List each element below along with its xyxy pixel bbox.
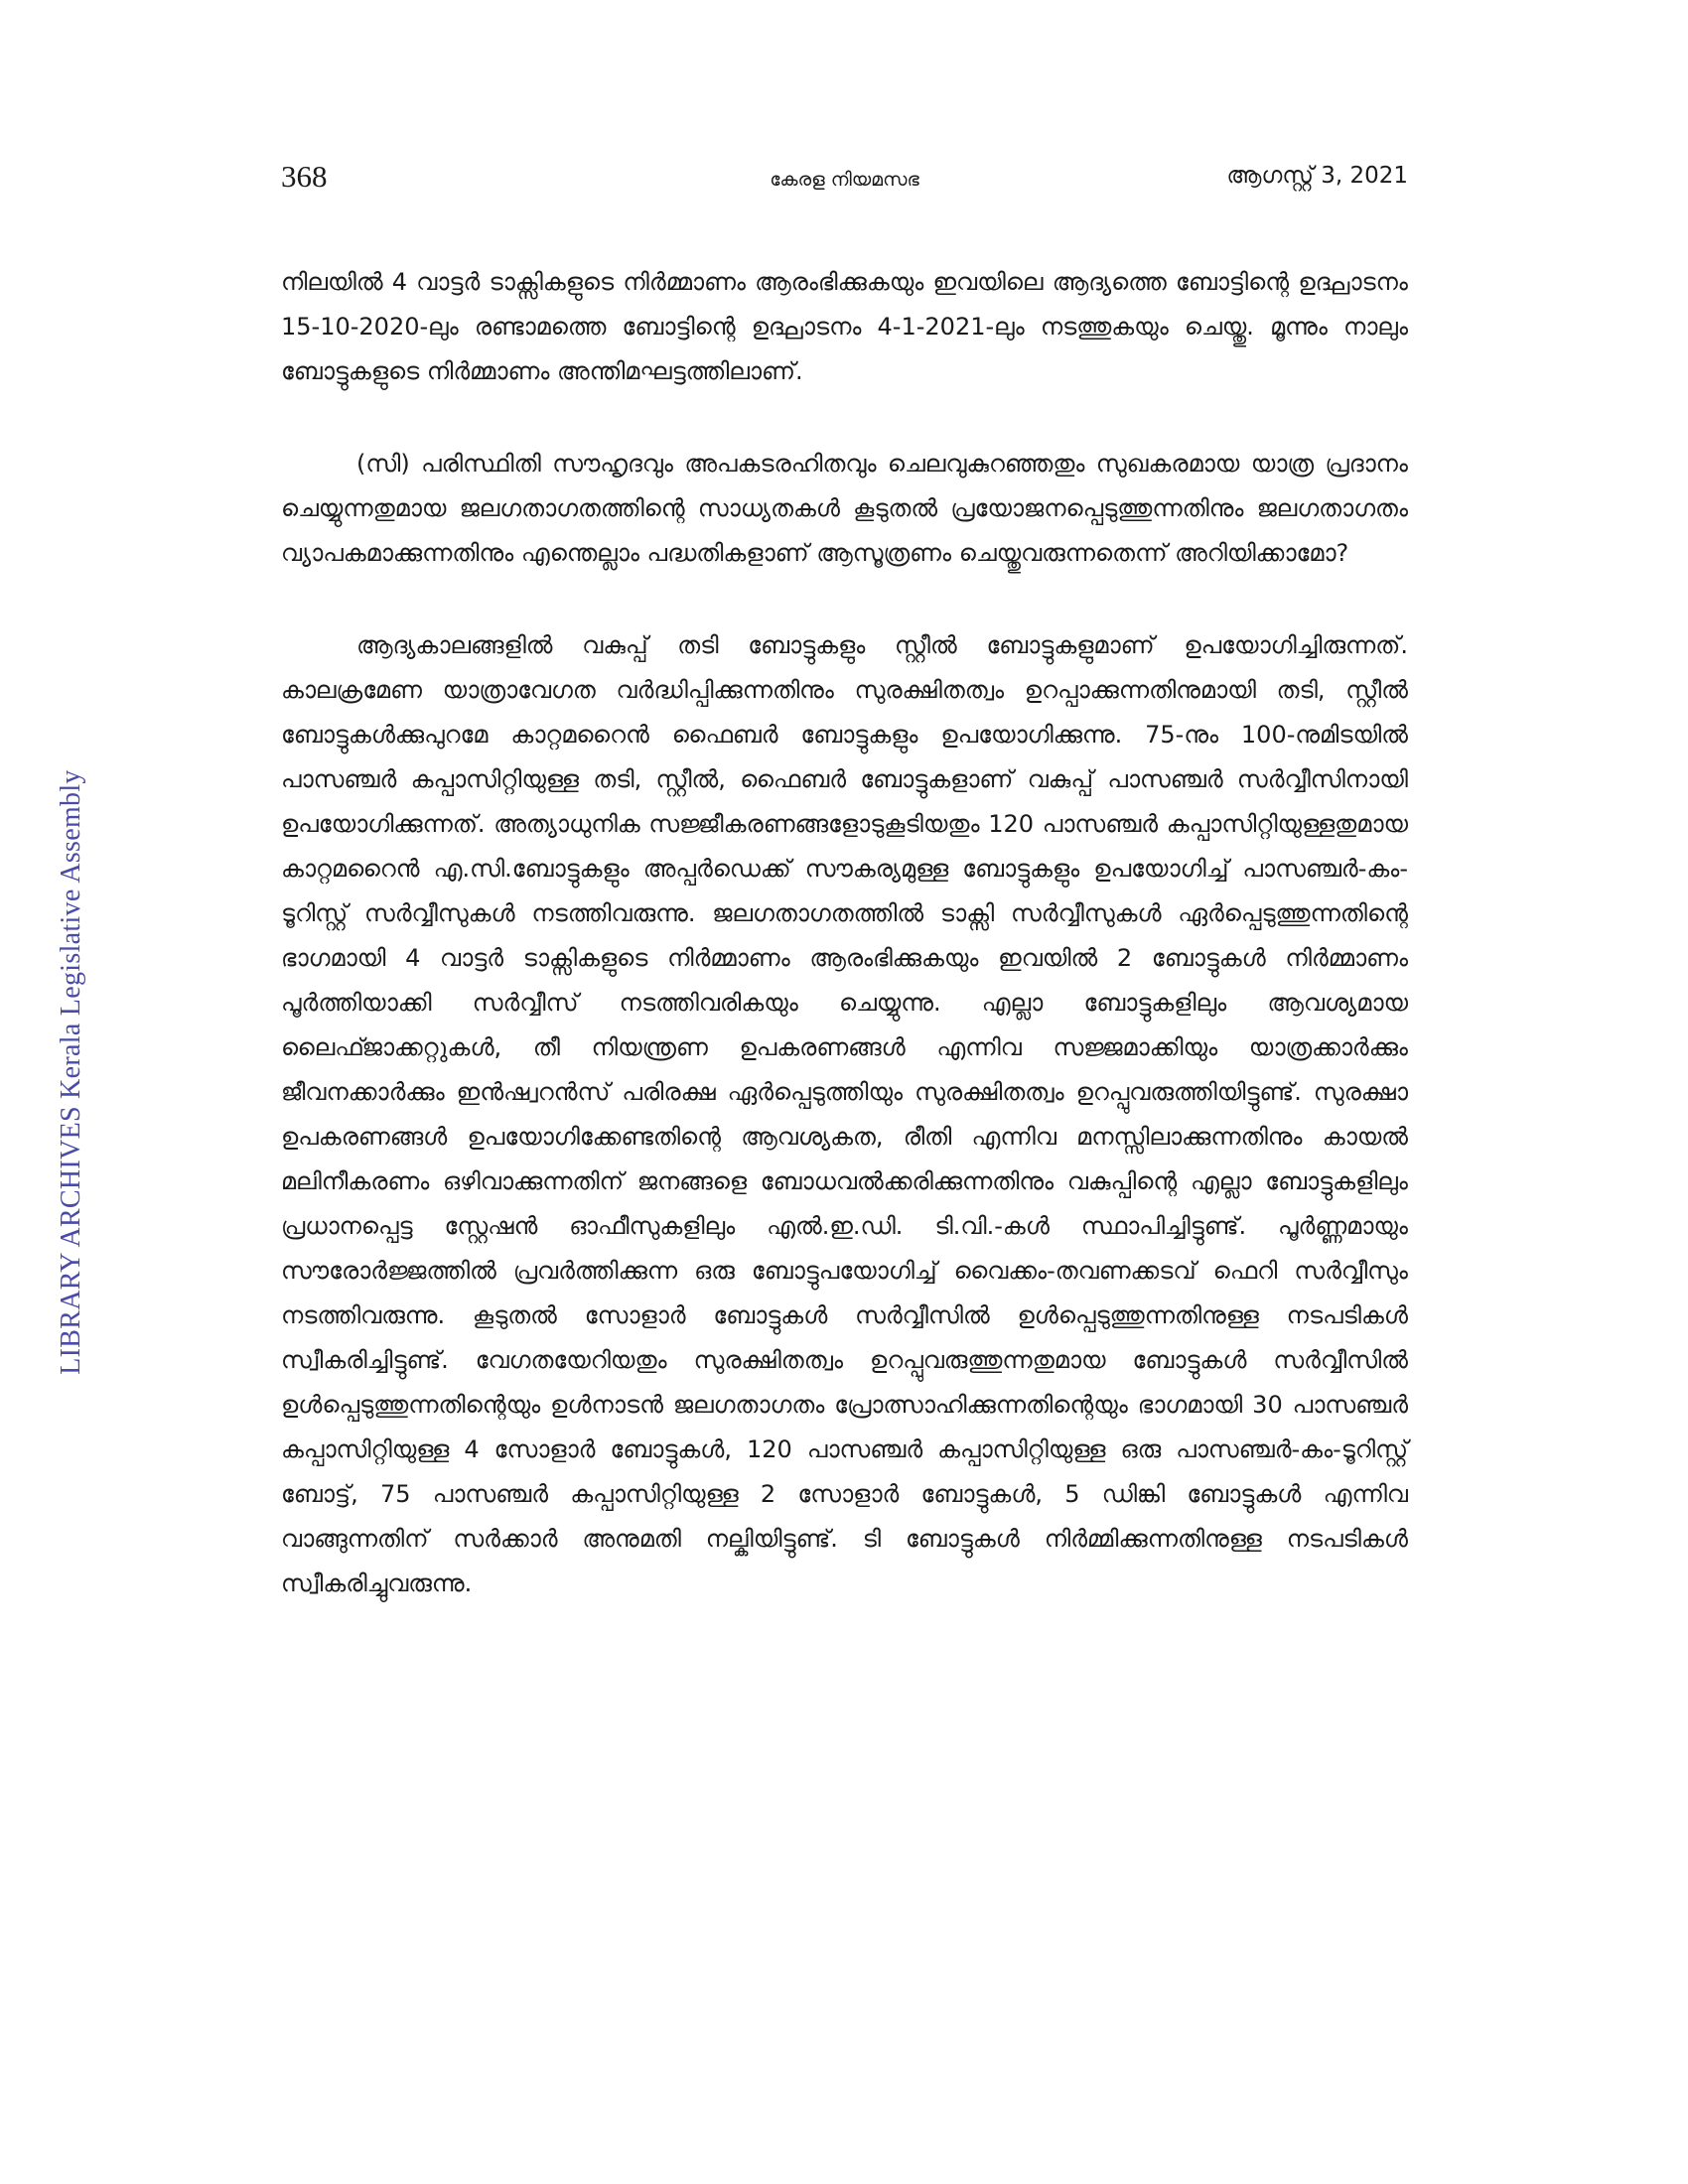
paragraph-continuation: നിലയിൽ 4 വാട്ടർ ടാക്സികളുടെ നിർമ്മാണം ആരംഭിക്കുകയും ഇവയിലെ ആദ്യത്തെ ബോട്ടിന്റെ ഉദ്ഘാടനം 15-10-2020-ലും രണ്ടാമത്തെ ബോട്ടിന്റെ ഉദ്ഘാടനം 4-1-2021-ലും നടത്തുകയും ചെയ്തു. മൂന്നും നാലും ബോട്ടുകളുടെ നിർമ്മാണം അന്തിമഘട്ടത്തിലാണ്.: [281, 268, 1408, 385]
paragraph-question-c: (സി) പരിസ്ഥിതി സൗഹൃദവും അപകടരഹിതവും ചെലവുകുറഞ്ഞതും സുഖകരമായ യാത്ര പ്രദാനം ചെയ്യുന്നതുമായ ജലഗതാഗതത്തിന്റെ സാധ്യതകൾ കൂടുതൽ പ്രയോജനപ്പെടുത്തുന്നതിനും ജലഗതാഗതം വ്യാപകമാക്കുന്നതിനും എന്തെല്ലാം പദ്ധതികളാണ് ആസൂത്രണം ചെയ്തുവരുന്നതെന്ന് അറിയിക്കാമോ?: [281, 450, 1408, 567]
running-title: കേരള നിയമസഭ: [770, 169, 919, 191]
header-date: ആഗസ്റ്റ് 3, 2021: [1226, 163, 1408, 189]
body-text: [281, 260, 1408, 1654]
page-header: [281, 159, 1408, 199]
page-number: 368: [281, 159, 328, 194]
paragraph-answer: ആദ്യകാലങ്ങളിൽ വകുപ്പ് തടി ബോട്ടുകളും സ്റ്റീൽ ബോട്ടുകളുമാണ് ഉപയോഗിച്ചിരുന്നത്. കാലക്രമേണ യാത്രാവേഗത വർദ്ധിപ്പിക്കുന്നതിനും സുരക്ഷിതത്വം ഉറപ്പാക്കുന്നതിനുമായി തടി, സ്റ്റീൽ ബോട്ടുകൾക്കുപുറമേ കാറ്റമറൈൻ ഫൈബർ ബോട്ടുകളും ഉപയോഗിക്കുന്നു. 75-നും 100-നുമിടയിൽ പാസഞ്ചർ കപ്പാസിറ്റിയുള്ള തടി, സ്റ്റീൽ, ഫൈബർ ബോട്ടുകളാണ് വകുപ്പ് പാസഞ്ചർ സർവ്വീസിനായി ഉപയോഗിക്കുന്നത്. അത്യാധുനിക സജ്ജീകരണങ്ങളോടുകൂടിയതും 120 പാസഞ്ചർ കപ്പാസിറ്റിയുള്ളതുമായ കാറ്റമറൈൻ എ.സി.ബോട്ടുകളും അപ്പർഡെക്ക് സൗകര്യമുള്ള ബോട്ടുകളും ഉപയോഗിച്ച് പാസഞ്ചർ-കം-ടൂറിസ്റ്റ് സർവ്വീസുകൾ നടത്തിവരുന്നു. ജലഗതാഗതത്തിൽ ടാക്സി സർവ്വീസുകൾ ഏർപ്പെടുത്തുന്നതിന്റെ ഭാഗമായി 4 വാട്ടർ ടാക്സികളുടെ നിർമ്മാണം ആരംഭിക്കുകയും ഇവയിൽ 2 ബോട്ടുകൾ നിർമ്മാണം പൂർത്തിയാക്കി സർവ്വീസ് നടത്തിവരികയും ചെയ്യുന്നു. എല്ലാ ബോട്ടുകളിലും ആവശ്യമായ ലൈഫ്ജാക്കറ്റുകൾ, തീ നിയന്ത്രണ ഉപകരണങ്ങൾ എന്നിവ സജ്ജമാക്കിയും യാത്രക്കാർക്കും ജീവനക്കാർക്കും ഇൻഷ്വറൻസ് പരിരക്ഷ ഏർപ്പെടുത്തിയും സുരക്ഷിതത്വം ഉറപ്പുവരുത്തിയിട്ടുണ്ട്. സുരക്ഷാ ഉപകരണങ്ങൾ ഉപയോഗിക്കേണ്ടതിന്റെ ആവശ്യകത, രീതി എന്നിവ മനസ്സിലാക്കുന്നതിനും കായൽ മലിനീകരണം ഒഴിവാക്കുന്നതിന് ജനങ്ങളെ ബോധവൽക്കരിക്കുന്നതിനും വകുപ്പിന്റെ എല്ലാ ബോട്ടുകളിലും പ്രധാനപ്പെട്ട സ്റ്റേഷൻ ഓഫീസുകളിലും എൽ.ഇ.ഡി. ടി.വി.-കൾ സ്ഥാപിച്ചിട്ടുണ്ട്. പൂർണ്ണമായും സൗരോർജ്ജത്തിൽ പ്രവർത്തിക്കുന്ന ഒരു ബോട്ടുപയോഗിച്ച് വൈക്കം-തവണക്കടവ് ഫെറി സർവ്വീസും നടത്തിവരുന്നു. കൂടുതൽ സോളാർ ബോട്ടുകൾ സർവ്വീസിൽ ഉൾപ്പെടുത്തുന്നതിനുള്ള നടപടികൾ സ്വീകരിച്ചിട്ടുണ്ട്. വേഗതയേറിയതും സുരക്ഷിതത്വം ഉറപ്പുവരുത്തുന്നതുമായ ബോട്ടുകൾ സർവ്വീസിൽ ഉൾപ്പെടുത്തുന്നതിന്റെയും ഉൾനാടൻ ജലഗതാഗതം പ്രോത്സാഹിക്കുന്നതിന്റെയും ഭാഗമായി 30 പാസഞ്ചർ കപ്പാസിറ്റിയുള്ള 4 സോളാർ ബോട്ടുകൾ, 120 പാസഞ്ചർ കപ്പാസിറ്റിയുള്ള ഒരു പാസഞ്ചർ-കം-ടൂറിസ്റ്റ് ബോട്ട്, 75 പാസഞ്ചർ കപ്പാസിറ്റിയുള്ള 2 സോളാർ ബോട്ടുകൾ, 5 ഡിങ്കി ബോട്ടുകൾ എന്നിവ വാങ്ങുന്നതിന് സർക്കാർ അനുമതി നല്കിയിട്ടുണ്ട്. ടി ബോട്ടുകൾ നിർമ്മിക്കുന്നതിനുള്ള നടപടികൾ സ്വീകരിച്ചുവരുന്നു.: [281, 631, 1408, 1597]
archive-watermark: LIBRARY ARCHIVES Kerala Legislative Assembly: [56, 769, 86, 1375]
